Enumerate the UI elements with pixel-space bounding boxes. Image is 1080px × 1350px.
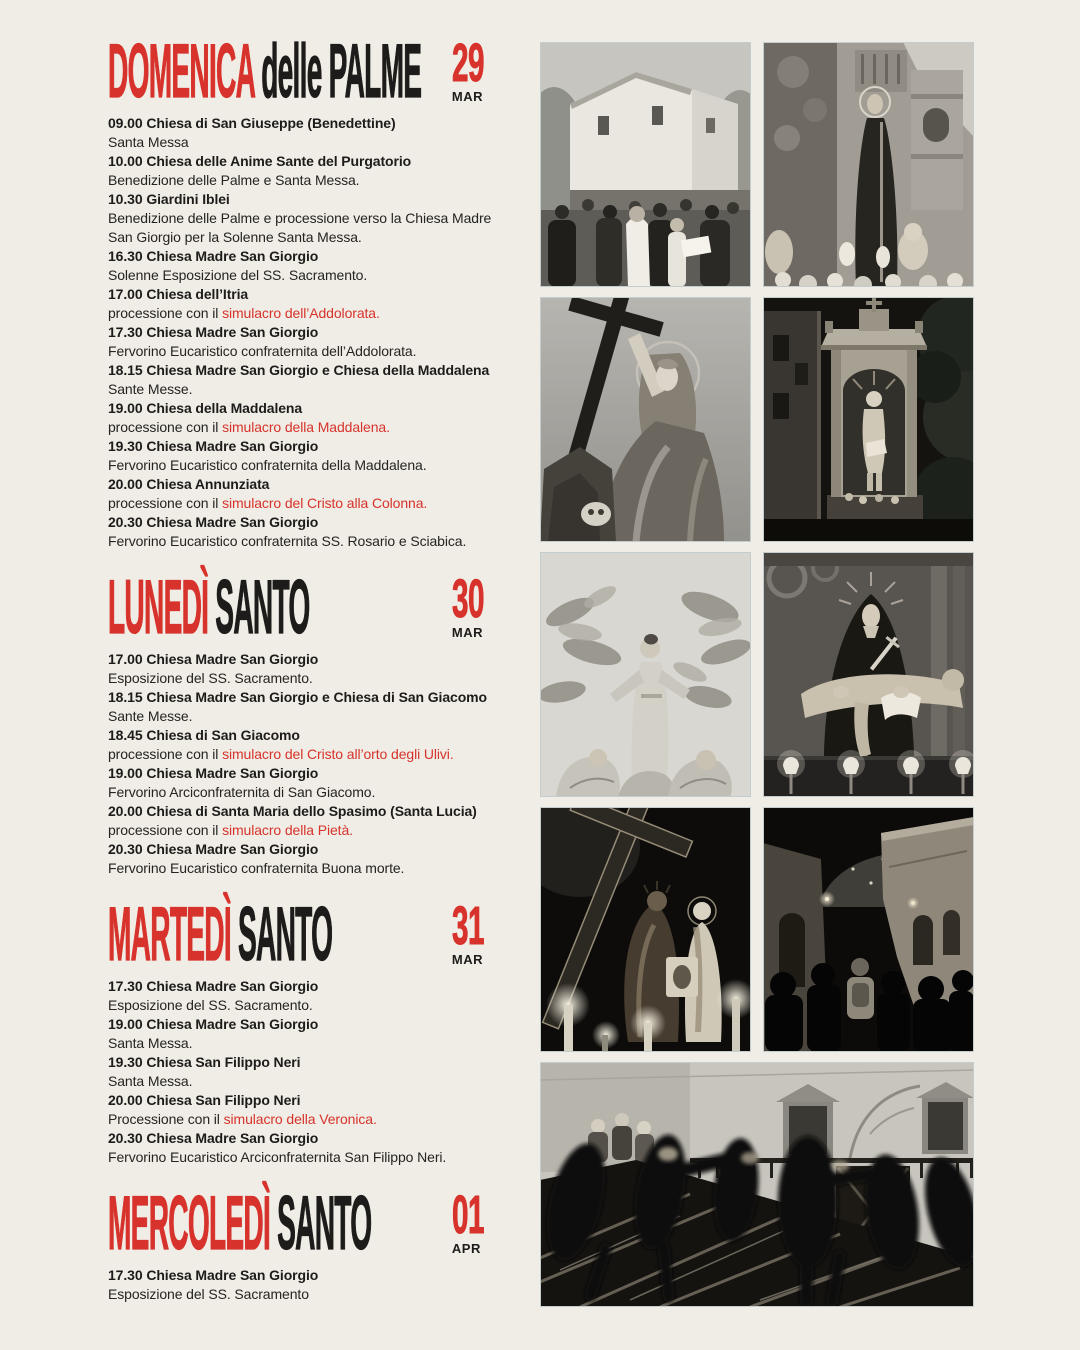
section-title-accent: MERCOLEDÌ — [108, 1181, 271, 1266]
date-day: 31 — [451, 896, 484, 956]
date-day: 01 — [451, 1185, 484, 1245]
entry-detail-text: Fervorino Eucaristico confraternita della Maddalena. — [108, 457, 427, 473]
gethsemane-illustration — [540, 552, 751, 797]
entry-detail-text: Fervorino Arciconfraternita di San Giacomo. — [108, 784, 376, 800]
section-title — [108, 565, 310, 650]
schedule-entry — [108, 650, 510, 688]
stairs-crowd-illustration — [540, 1062, 974, 1307]
section-date — [451, 569, 510, 640]
schedule-entry — [108, 1266, 510, 1304]
entry-detail — [108, 171, 510, 190]
date-month: APR — [451, 1241, 481, 1256]
palm-procession-illustration — [540, 42, 751, 287]
photo-night-street-crowd — [763, 807, 974, 1052]
entry-detail-text: Fervorino Eucaristico confraternita dell’Addolorata. — [108, 343, 417, 359]
entry-detail-highlight: simulacro della Veronica. — [223, 1111, 377, 1127]
entry-detail — [108, 494, 510, 513]
entry-time-place: 17.00 Chiesa Madre San Giorgio — [108, 651, 319, 667]
entry-detail-highlight: simulacro dell’Addolorata. — [222, 305, 380, 321]
entry-detail-text: Fervorino Eucaristico Arciconfraternita San Filippo Neri. — [108, 1149, 447, 1165]
photo-maddalena-statue — [540, 297, 751, 542]
section-title-accent: LUNEDÌ — [108, 565, 209, 650]
entry-detail-highlight: simulacro della Maddalena. — [222, 419, 390, 435]
entry-time-place: 16.30 Chiesa Madre San Giorgio — [108, 248, 319, 264]
veronica-illustration — [540, 807, 751, 1052]
entry-time-place: 10.00 Chiesa delle Anime Sante del Purgatorio — [108, 153, 412, 169]
entry-detail — [108, 669, 510, 688]
entry-detail-text: Benedizione delle Palme e processione verso la Chiesa Madre San Giorgio per la Solenne Santa Messa. — [108, 210, 492, 245]
section-title-wrap — [108, 892, 418, 977]
schedule-entry — [108, 190, 510, 247]
entry-detail-highlight: simulacro del Cristo alla Colonna. — [222, 495, 428, 511]
section-title-wrap — [108, 565, 418, 650]
schedule-entry — [108, 114, 510, 152]
entry-detail-text: processione con il — [108, 419, 223, 435]
entry-detail — [108, 380, 510, 399]
schedule-entry — [108, 977, 510, 1015]
entry-detail-text: Santa Messa. — [108, 1035, 193, 1051]
entry-time-place: 20.00 Chiesa Annunziata — [108, 476, 270, 492]
entry-detail-text: Sante Messe. — [108, 708, 193, 724]
section-title — [108, 29, 422, 114]
schedule-entry — [108, 247, 510, 285]
date-month: MAR — [451, 625, 484, 640]
entry-time-place: 18.45 Chiesa di San Giacomo — [108, 727, 300, 743]
entry-detail — [108, 304, 510, 323]
entry-detail-text: Santa Messa. — [108, 1073, 193, 1089]
entry-detail-text: Esposizione del SS. Sacramento. — [108, 997, 313, 1013]
entry-detail-text: Benedizione delle Palme e Santa Messa. — [108, 172, 360, 188]
entry-detail-text: Solenne Esposizione del SS. Sacramento. — [108, 267, 368, 283]
section-title-accent: MARTEDÌ — [108, 892, 231, 977]
photo-ecce-homo-niche — [763, 297, 974, 542]
schedule-section — [108, 1181, 510, 1304]
section-title-wrap — [108, 1181, 418, 1266]
section-header — [108, 892, 510, 977]
schedule-entry — [108, 361, 510, 399]
entry-detail-text: Fervorino Eucaristico confraternita SS. Rosario e Sciabica. — [108, 533, 467, 549]
schedule-entry — [108, 1091, 510, 1129]
schedule-entry — [108, 475, 510, 513]
section-title-accent: DOMENICA — [108, 29, 255, 114]
section-date — [451, 896, 510, 967]
section-title — [108, 1181, 372, 1266]
entry-time-place: 18.15 Chiesa Madre San Giorgio e Chiesa di San Giacomo — [108, 689, 487, 705]
schedule-entry — [108, 840, 510, 878]
schedule-entry — [108, 688, 510, 726]
entry-detail — [108, 707, 510, 726]
date-day: 29 — [451, 33, 484, 93]
entry-detail — [108, 783, 510, 802]
entry-detail — [108, 859, 510, 878]
entry-time-place: 09.00 Chiesa di San Giuseppe (Benedettine) — [108, 115, 396, 131]
maddalena-illustration — [540, 297, 751, 542]
entry-detail — [108, 821, 510, 840]
photo-gethsemane-group — [540, 552, 751, 797]
schedule-entry — [108, 399, 510, 437]
section-entries — [108, 977, 510, 1167]
entry-detail-text: Santa Messa — [108, 134, 189, 150]
date-day: 30 — [451, 569, 484, 629]
schedule-entry — [108, 1053, 510, 1091]
entry-detail — [108, 745, 510, 764]
entry-time-place: 17.30 Chiesa Madre San Giorgio — [108, 1267, 319, 1283]
entry-time-place: 17.00 Chiesa dell’Itria — [108, 286, 249, 302]
night-street-illustration — [763, 807, 974, 1052]
schedule-entry — [108, 437, 510, 475]
entry-detail — [108, 1072, 510, 1091]
entry-detail-highlight: simulacro del Cristo all’orto degli Ulivi. — [222, 746, 454, 762]
photo-stairs-crowd — [540, 1062, 974, 1307]
section-title-wrap — [108, 29, 422, 114]
date-month: MAR — [451, 952, 484, 967]
schedule-section — [108, 29, 510, 551]
entry-detail-text: Sante Messe. — [108, 381, 193, 397]
entry-time-place: 19.00 Chiesa della Maddalena — [108, 400, 303, 416]
entry-detail-text: processione con il — [108, 822, 223, 838]
section-header — [108, 1181, 510, 1266]
section-title-rest: delle PALME — [261, 29, 422, 114]
section-title-rest: SANTO — [277, 1181, 372, 1266]
entry-detail — [108, 418, 510, 437]
entry-detail — [108, 532, 510, 551]
section-header — [108, 29, 510, 114]
section-header — [108, 565, 510, 650]
entry-detail-text: processione con il — [108, 305, 223, 321]
pieta-illustration — [763, 552, 974, 797]
entry-detail — [108, 1285, 510, 1304]
schedule-entry — [108, 1129, 510, 1167]
entry-time-place: 18.15 Chiesa Madre San Giorgio e Chiesa della Maddalena — [108, 362, 490, 378]
entry-detail-highlight: simulacro della Pietà. — [222, 822, 353, 838]
entry-detail — [108, 133, 510, 152]
entry-time-place: 20.00 Chiesa San Filippo Neri — [108, 1092, 301, 1108]
entry-time-place: 17.30 Chiesa Madre San Giorgio — [108, 978, 319, 994]
entry-time-place: 19.00 Chiesa Madre San Giorgio — [108, 1016, 319, 1032]
entry-detail-text: Fervorino Eucaristico confraternita Buona morte. — [108, 860, 405, 876]
section-entries — [108, 650, 510, 878]
photo-pieta-statue — [763, 552, 974, 797]
section-entries — [108, 1266, 510, 1304]
photo-palm-procession — [540, 42, 751, 287]
entry-detail — [108, 996, 510, 1015]
schedule-entry — [108, 513, 510, 551]
addolorata-illustration — [763, 42, 974, 287]
schedule-entry — [108, 764, 510, 802]
date-month: MAR — [451, 89, 484, 104]
entry-time-place: 10.30 Giardini Iblei — [108, 191, 230, 207]
entry-time-place: 20.30 Chiesa Madre San Giorgio — [108, 1130, 319, 1146]
section-date — [451, 33, 510, 104]
entry-time-place: 17.30 Chiesa Madre San Giorgio — [108, 324, 319, 340]
entry-detail-text: processione con il — [108, 495, 223, 511]
schedule-section — [108, 892, 510, 1167]
entry-detail-text: Processione con il — [108, 1111, 224, 1127]
entry-detail — [108, 1110, 510, 1129]
section-title — [108, 892, 333, 977]
photo-veronica-procession — [540, 807, 751, 1052]
entry-detail — [108, 1148, 510, 1167]
schedule-section — [108, 565, 510, 878]
entry-detail — [108, 1034, 510, 1053]
ecce-homo-illustration — [763, 297, 974, 542]
entry-detail — [108, 266, 510, 285]
schedule-entry — [108, 323, 510, 361]
entry-detail — [108, 456, 510, 475]
entry-detail-text: processione con il — [108, 746, 223, 762]
section-entries — [108, 114, 510, 551]
schedule-entry — [108, 152, 510, 190]
schedule-entry — [108, 802, 510, 840]
schedule-column — [108, 29, 510, 1350]
entry-time-place: 19.30 Chiesa Madre San Giorgio — [108, 438, 319, 454]
entry-detail-text: Esposizione del SS. Sacramento. — [108, 670, 313, 686]
entry-time-place: 20.00 Chiesa di Santa Maria dello Spasimo (Santa Lucia) — [108, 803, 477, 819]
entry-detail — [108, 209, 510, 247]
schedule-entry — [108, 726, 510, 764]
entry-time-place: 20.30 Chiesa Madre San Giorgio — [108, 841, 319, 857]
section-title-rest: SANTO — [237, 892, 333, 977]
entry-time-place: 19.00 Chiesa Madre San Giorgio — [108, 765, 319, 781]
photo-grid — [540, 42, 974, 1350]
schedule-entry — [108, 285, 510, 323]
section-title-rest: SANTO — [215, 565, 310, 650]
entry-detail — [108, 342, 510, 361]
entry-time-place: 19.30 Chiesa San Filippo Neri — [108, 1054, 301, 1070]
schedule-entry — [108, 1015, 510, 1053]
section-date — [451, 1185, 510, 1256]
photo-addolorata-statue — [763, 42, 974, 287]
entry-detail-text: Esposizione del SS. Sacramento — [108, 1286, 309, 1302]
entry-time-place: 20.30 Chiesa Madre San Giorgio — [108, 514, 319, 530]
